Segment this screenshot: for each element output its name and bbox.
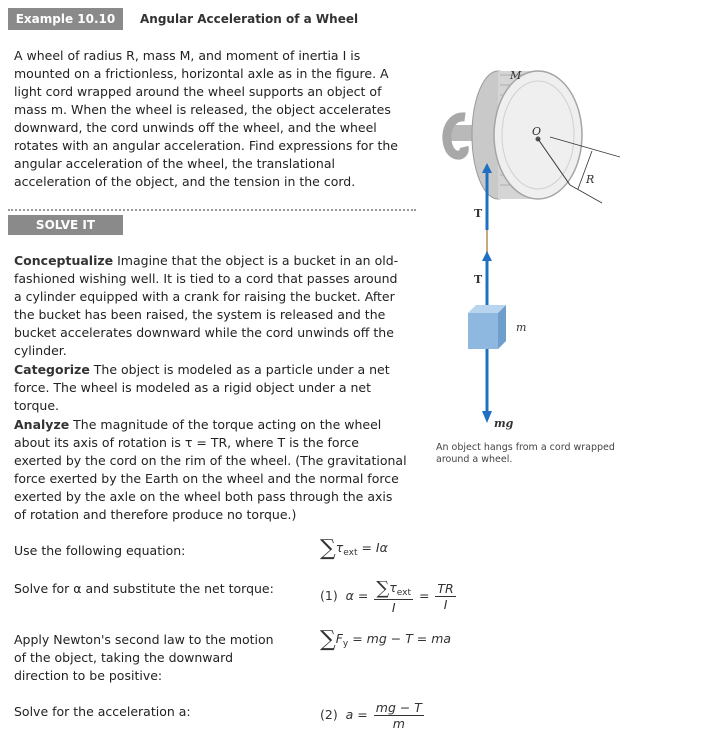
label-R: R (586, 173, 595, 186)
label-m: m (516, 321, 527, 334)
step-1-text: Use the following equation: (14, 543, 186, 558)
conceptualize-paragraph (14, 252, 406, 360)
example-badge: Example 10.10 (8, 8, 123, 30)
conceptualize-label: Conceptualize (14, 253, 114, 268)
step-2-text: Solve for α and substitute the net torque: (14, 581, 274, 596)
label-O: O (532, 125, 542, 138)
section-divider (8, 209, 416, 211)
tension-arrow-head-block (482, 251, 492, 261)
step-4-text: Solve for the acceleration a: (14, 704, 191, 719)
a-lhs: a = (345, 707, 372, 722)
eq2-equals: = (414, 588, 434, 603)
label-M: M (510, 69, 522, 82)
label-T-upper: T (474, 207, 483, 220)
problem-statement: A wheel of radius R, mass M, and moment of inertia I is mounted on a frictionless, horizontal axle as in the figure. A light cord wrapped around the wheel supports an object of mass m. When the wheel is released, the object accelerates downward, the cord unwinds off the wheel, and the wheel rotates with an angular acceleration. Find expressions for the angular acceleration of the wheel, the translational acceleration of the object, and the tension in the cord. (14, 48, 399, 189)
frac2-num: TR (437, 581, 454, 596)
sum-symbol: ∑ (320, 536, 336, 561)
analyze-label: Analyze (14, 417, 70, 432)
eq1-rhs: = Iα (357, 540, 388, 555)
frac1-sub: ext (396, 588, 411, 598)
alpha-lhs: α = (345, 588, 373, 603)
wheel-figure (420, 55, 620, 440)
equation-newton (320, 627, 451, 652)
categorize-text: The object is modeled as a particle under a net force. The wheel is modeled as a rigid object under a net torque. (14, 362, 390, 413)
conceptualize-text: Imagine that the object is a bucket in an old-fashioned wishing well. It is tied to a cord that passes around a cylinder equipped with a crank for raising the bucket. After the bucket has been raised, the system is released and the bucket accelerates downward while the cord unwinds off the cylinder. (14, 253, 399, 358)
block-front (468, 313, 498, 349)
equation-acceleration (320, 700, 426, 731)
analyze-paragraph (14, 416, 408, 524)
weight-arrow-head (482, 411, 492, 423)
tr-fraction (435, 581, 455, 612)
equation-alpha (320, 578, 458, 615)
force-symbol: F (335, 631, 343, 646)
ext-subscript: ext (343, 548, 358, 558)
example-title: Angular Acceleration of a Wheel (140, 12, 359, 26)
frac1-den: I (391, 600, 396, 615)
label-mg: mg (494, 417, 514, 430)
tau-symbol: τ (335, 540, 344, 555)
frac4-num: mg − T (375, 700, 422, 715)
eq-label-2: (2) (320, 707, 338, 722)
equation-torque (320, 536, 388, 561)
sum-symbol-2: ∑ (320, 627, 336, 652)
figure-caption: An object hangs from a cord wrapped around a wheel. (436, 442, 615, 465)
dim-ext-lower (570, 185, 602, 203)
step-3-text: Apply Newton's second law to the motion of the object, taking the downward direction to be positive: (14, 632, 274, 683)
solve-it-badge: SOLVE IT (8, 215, 123, 235)
eq-label-1: (1) (320, 588, 338, 603)
accel-fraction (374, 700, 424, 731)
eq3-rhs: = mg − T = ma (348, 631, 452, 646)
frac2-den: I (443, 597, 448, 612)
categorize-paragraph (14, 361, 406, 415)
analyze-text: The magnitude of the torque acting on the wheel about its axis of rotation is τ = TR, where T is the force exerted by the cord on the rim of the wheel. (The gravitational force exerted by the Earth on the wheel and the normal force exerted by the axle on the wheel both pass through the axis of rotation and therefore produce no torque.) (14, 417, 407, 522)
frac1-num: τ (389, 580, 397, 595)
torque-fraction: $\frac{\sum\tau_{ext}}{I}$ (376, 578, 411, 615)
y-subscript: y (342, 639, 349, 649)
frac4-den: m (392, 716, 405, 731)
categorize-label: Categorize (14, 362, 90, 377)
label-T-lower: T (474, 273, 483, 286)
